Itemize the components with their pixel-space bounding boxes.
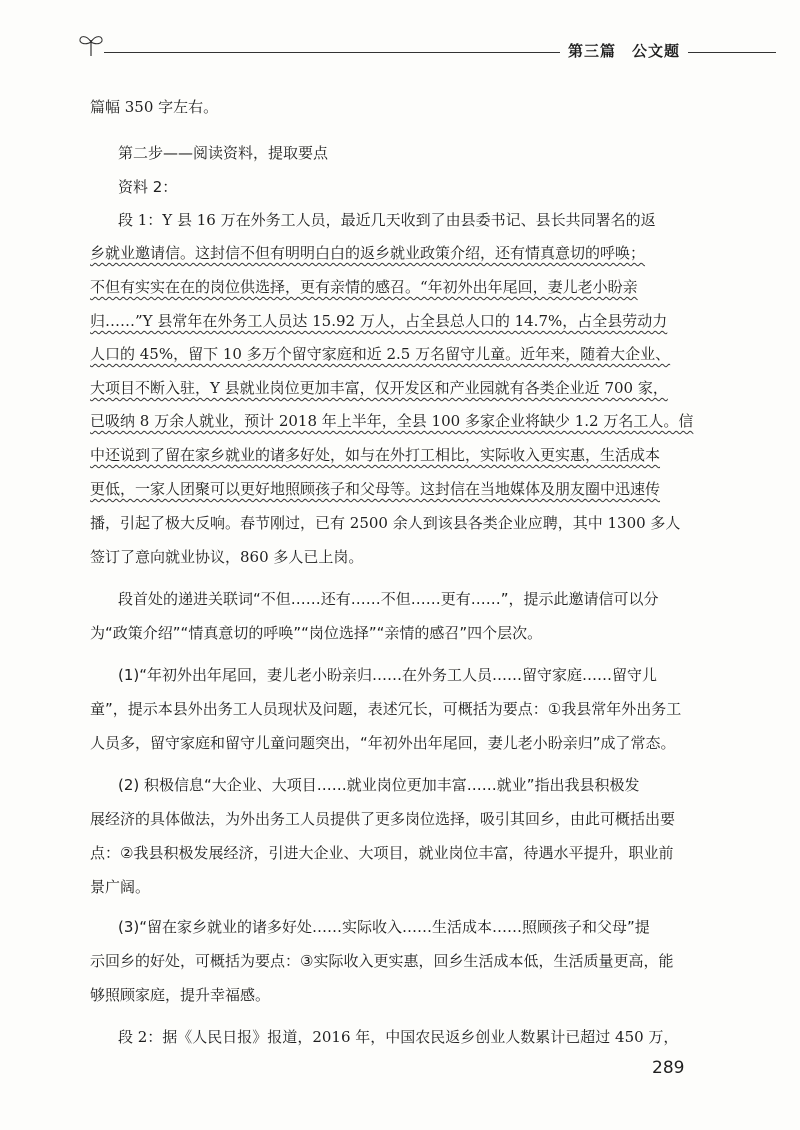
body-line: 已吸纳 8 万余人就业，预计 2018 年上半年，全县 100 多家企业将缺少 1.2 万名工人。信: [90, 412, 694, 430]
chapter-title: 第三篇 公文题: [568, 42, 681, 60]
analysis-line: 示回乡的好处，可概括为要点：③实际收入更实惠，回乡生活成本低，生活质量更高，能: [90, 952, 674, 970]
body-line: 不但有实实在在的岗位供选择，更有亲情的感召。“年初外出年尾回，妻儿老小盼亲: [90, 278, 638, 296]
analysis-line: 为“政策介绍”“情真意切的呼唤”“岗位选择”“亲情的感召”四个层次。: [90, 624, 543, 642]
body-line: 人口的 45%，留下 10 多万个留守家庭和近 2.5 万名留守儿童。近年来，随着大企业、: [90, 345, 671, 363]
body-line: 更低，一家人团聚可以更好地照顾孩子和父母等。这封信在当地媒体及朋友圈中迅速传: [90, 480, 661, 498]
body-line: 段 2：据《人民日报》报道，2016 年，中国农民返乡创业人数累计已超过 450 万，: [118, 1028, 679, 1046]
material-label: 资料 2：: [118, 178, 178, 196]
analysis-line: 人员多，留守家庭和留守儿童问题突出，“年初外出年尾回，妻儿老小盼亲归”成了常态。: [90, 734, 676, 752]
page-number: 289: [652, 1058, 685, 1078]
body-line: 播，引起了极大反响。春节刚过，已有 2500 余人到该县各类企业应聘，其中 1300 多人: [90, 514, 681, 532]
body-line: 中还说到了留在家乡就业的诸多好处，如与在外打工相比，实际收入更实惠，生活成本: [90, 446, 661, 464]
analysis-line: (1)“年初外出年尾回，妻儿老小盼亲归……在外务工人员……留守家庭……留守儿: [118, 666, 658, 684]
body-line: 段 1：Y 县 16 万在外务工人员，最近几天收到了由县委书记、县长共同署名的返: [118, 211, 656, 229]
analysis-line: 点：②我县积极发展经济，引进大企业、大项目，就业岗位丰富，待遇水平提升，职业前: [90, 844, 674, 862]
analysis-line: 童”，提示本县外出务工人员现状及问题，表述冗长，可概括为要点：①我县常年外出务工: [90, 700, 682, 718]
body-line: 签订了意向就业协议，860 多人已上岗。: [90, 548, 364, 566]
body-line: 大项目不断入驻，Y 县就业岗位更加丰富，仅开发区和产业园就有各类企业近 700 家，: [90, 379, 668, 397]
analysis-line: (3)“留在家乡就业的诸多好处……实际收入……生活成本……照顾孩子和父母”提: [118, 918, 650, 936]
analysis-line: 段首处的递进关联词“不但……还有……不但……更有……”，提示此邀请信可以分: [118, 590, 659, 608]
analysis-line: 景广阔。: [90, 878, 151, 896]
analysis-line: (2) 积极信息“大企业、大项目……就业岗位更加丰富……就业”指出我县积极发: [118, 776, 640, 794]
body-line: 篇幅 350 字左右。: [90, 98, 219, 116]
body-line: 乡就业邀请信。这封信不但有明明白白的返乡就业政策介绍，还有情真意切的呼唤；: [90, 244, 646, 262]
body-line: 归……”Y 县常年在外务工人员达 15.92 万人，占全县总人口的 14.7%，占全县劳动力: [90, 312, 668, 330]
analysis-line: 展经济的具体做法，为外出务工人员提供了更多岗位选择，吸引其回乡，由此可概括出要: [90, 810, 676, 828]
running-header: [0, 30, 800, 74]
header-rule-right: [688, 52, 776, 53]
header-rule-left: [104, 52, 560, 53]
analysis-line: 够照顾家庭，提升幸福感。: [90, 986, 271, 1004]
section-heading: 第二步——阅读资料，提取要点: [118, 144, 329, 162]
sprout-icon: [76, 30, 106, 58]
